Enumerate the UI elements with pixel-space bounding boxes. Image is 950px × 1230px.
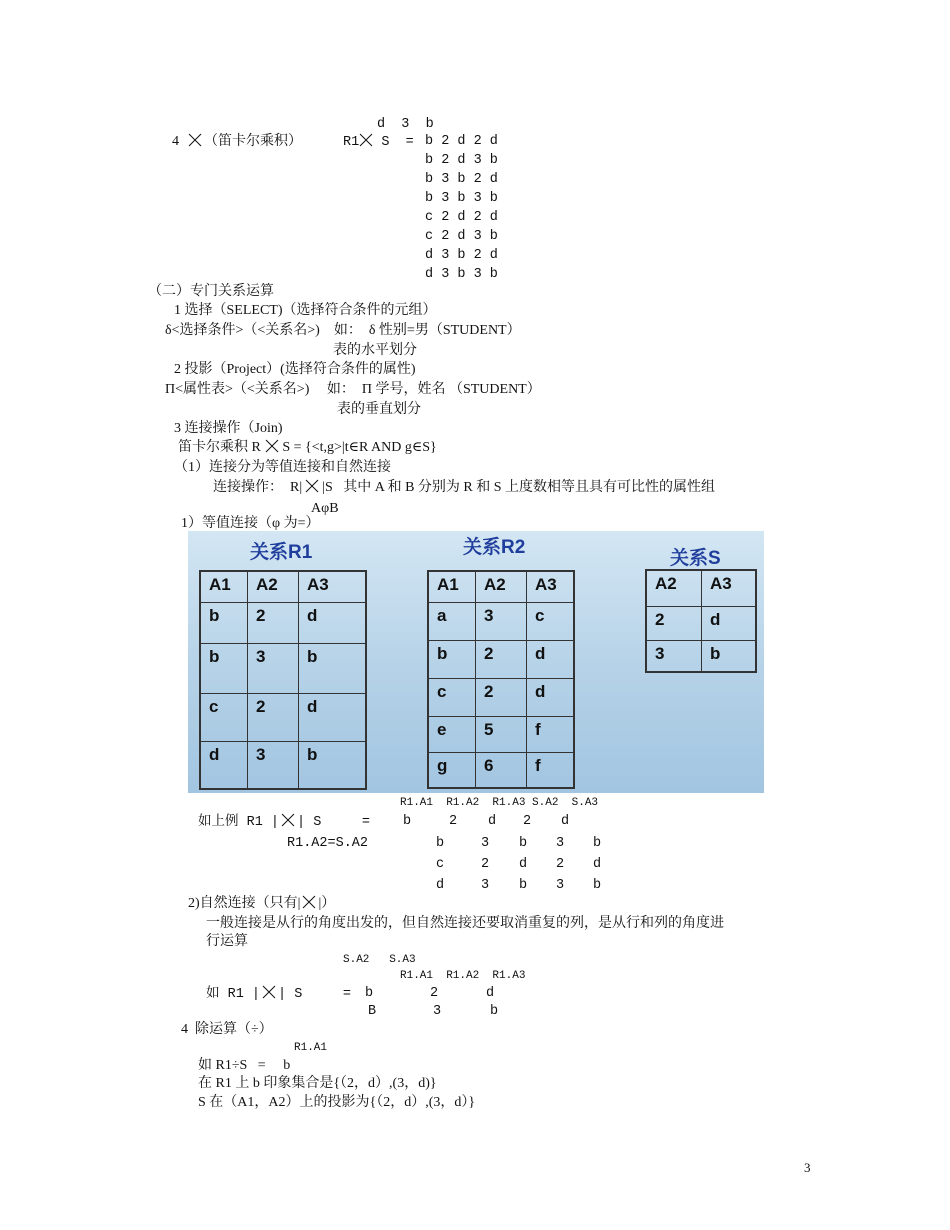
table-cell: d [299, 693, 367, 741]
table-cell: 3 [646, 640, 702, 672]
division-expression: 如 R1÷S = b [198, 1058, 291, 1073]
cartesian-row: d 3 b 2 d [425, 248, 498, 263]
table-cell: b [200, 643, 248, 693]
cartesian-expression: R1 S = [343, 135, 414, 150]
equi-cell: b [519, 878, 528, 893]
equi-cell: 3 [481, 878, 490, 893]
join-icon [302, 479, 322, 493]
project-formula: Π<属性表>（<关系名>) 如： Π 学号，姓名 （STUDENT） [165, 382, 541, 397]
page-number: 3 [804, 1160, 811, 1175]
cartesian-row: b 2 d 2 d [425, 134, 498, 149]
equi-cell: 3 [481, 836, 490, 851]
table-cell: 2 [476, 678, 527, 716]
table-cell: g [428, 752, 476, 788]
join-condition: AφB [311, 501, 339, 516]
table-header-cell: A2 [476, 571, 527, 602]
table-header-cell: A2 [248, 571, 299, 602]
table-cell: 2 [646, 606, 702, 640]
table-cell: b [702, 640, 757, 672]
relation-r1-title: 关系R1 [250, 542, 313, 563]
division-result-header: R1.A1 [294, 1042, 328, 1054]
table-cell: 2 [248, 693, 299, 741]
table-cell: d [299, 602, 367, 643]
table-cell: 3 [248, 643, 299, 693]
table-cell: b [428, 640, 476, 678]
table-cell: e [428, 716, 476, 752]
equi-example-label: 如上例 R1 | | S = [198, 815, 370, 830]
join-icon [279, 813, 297, 827]
cartesian-row: b 3 b 2 d [425, 172, 498, 187]
table-header-cell: A3 [299, 571, 367, 602]
relation-r1-table [199, 570, 367, 790]
section-heading: （二）专门关系运算 [148, 284, 274, 299]
cross-product-icon [188, 133, 202, 147]
natural-join-desc: 一般连接是从行的角度出发的，但自然连接还要取消重复的列，是从行和列的角度进 [206, 916, 724, 931]
division-projection: S 在（A1，A2）上的投影为{（2，d）,(3，d）} [198, 1095, 476, 1110]
project-title: 2 投影（Project）(选择符合条件的属性) [174, 362, 416, 377]
natural-join-desc-cont: 行运算 [206, 934, 248, 949]
cartesian-row: c 2 d 3 b [425, 229, 498, 244]
join-title: 3 连接操作（Join) [174, 421, 283, 436]
table-cell: f [527, 752, 575, 788]
table-header-cell: A1 [200, 571, 248, 602]
table-cell: 6 [476, 752, 527, 788]
equi-join-title: 1）等值连接（φ 为=） [181, 516, 320, 531]
equi-cell: b [519, 836, 528, 851]
equi-cell: 3 [556, 836, 565, 851]
relation-r2-table [427, 570, 575, 789]
equi-cell: 2 [523, 814, 532, 829]
natural-cell: d [486, 986, 495, 1001]
select-note: 表的水平划分 [333, 343, 417, 358]
relations-figure [188, 531, 764, 793]
table-cell: b [299, 741, 367, 789]
division-title: 4 除运算（÷） [181, 1022, 273, 1037]
cartesian-label: 4 （笛卡尔乘积） [172, 134, 302, 149]
join-icon [300, 895, 318, 909]
division-image-set: 在 R1 上 b 印象集合是{（2，d）,(3，d)} [198, 1076, 437, 1091]
table-header-cell: A3 [702, 570, 757, 606]
table-cell: 2 [248, 602, 299, 643]
equi-cell: d [436, 878, 445, 893]
relation-r2-title: 关系R2 [463, 537, 526, 558]
cross-product-icon [265, 439, 279, 453]
equi-cell: d [519, 857, 528, 872]
table-cell: c [428, 678, 476, 716]
table-cell: c [200, 693, 248, 741]
table-cell: a [428, 602, 476, 640]
natural-example-label: 如 R1 | | S = [206, 987, 351, 1002]
equi-result-header: R1.A1 R1.A2 R1.A3 S.A2 S.A3 [400, 797, 599, 809]
equi-cell: 3 [556, 878, 565, 893]
cartesian-row: d 3 b 3 b [425, 267, 498, 282]
equi-cell: 2 [481, 857, 490, 872]
table-header-cell: A2 [646, 570, 702, 606]
table-cell: 3 [476, 602, 527, 640]
table-cell: d [200, 741, 248, 789]
table-cell: 2 [476, 640, 527, 678]
table-cell: d [527, 640, 575, 678]
table-cell: 3 [248, 741, 299, 789]
table-header-cell: A1 [428, 571, 476, 602]
relation-s-title: 关系S [670, 548, 721, 569]
natural-join-title: 2)自然连接（只有| |） [188, 896, 336, 911]
natural-cell: B [368, 1004, 377, 1019]
equi-cell: d [593, 857, 602, 872]
table-cell: 5 [476, 716, 527, 752]
natural-result-header: R1.A1 R1.A2 R1.A3 [400, 970, 526, 982]
table-cell: d [527, 678, 575, 716]
equi-cell: b [403, 814, 412, 829]
natural-cell: b [490, 1004, 499, 1019]
equi-cell: d [561, 814, 570, 829]
project-note: 表的垂直划分 [337, 402, 421, 417]
equi-cell: 2 [556, 857, 565, 872]
relation-s-table [645, 569, 757, 673]
natural-cell: 3 [433, 1004, 442, 1019]
equi-condition: R1.A2=S.A2 [287, 836, 369, 851]
join-operation: 连接操作： R| |S 其中 A 和 B 分别为 R 和 S 上度数相等且具有可比性的属性组 [213, 480, 716, 495]
cartesian-first-row: d 3 b [377, 117, 434, 132]
cross-product-icon [359, 133, 373, 147]
equi-cell: c [436, 857, 445, 872]
join-icon [260, 985, 278, 999]
table-cell: b [200, 602, 248, 643]
equi-cell: d [488, 814, 497, 829]
equi-cell: 2 [449, 814, 458, 829]
table-cell: f [527, 716, 575, 752]
cartesian-row: b 3 b 3 b [425, 191, 498, 206]
table-header-cell: A3 [527, 571, 575, 602]
select-title: 1 选择（SELECT)（选择符合条件的元组） [174, 303, 437, 318]
equi-cell: b [436, 836, 445, 851]
cartesian-row: c 2 d 2 d [425, 210, 498, 225]
table-cell: c [527, 602, 575, 640]
natural-cell: b [365, 986, 374, 1001]
natural-cell: 2 [430, 986, 439, 1001]
cartesian-row: b 2 d 3 b [425, 153, 498, 168]
join-kinds: （1）连接分为等值连接和自然连接 [174, 460, 391, 475]
select-formula: δ<选择条件>（<关系名>) 如： δ 性别=男（STUDENT） [165, 323, 521, 338]
equi-cell: b [593, 836, 602, 851]
equi-cell: b [593, 878, 602, 893]
table-cell: b [299, 643, 367, 693]
join-cartesian-def: 笛卡尔乘积 R S = {<t,g>|t∈R AND g∈S} [178, 440, 437, 455]
table-cell: d [702, 606, 757, 640]
natural-sub-header: S.A2 S.A3 [343, 954, 416, 966]
